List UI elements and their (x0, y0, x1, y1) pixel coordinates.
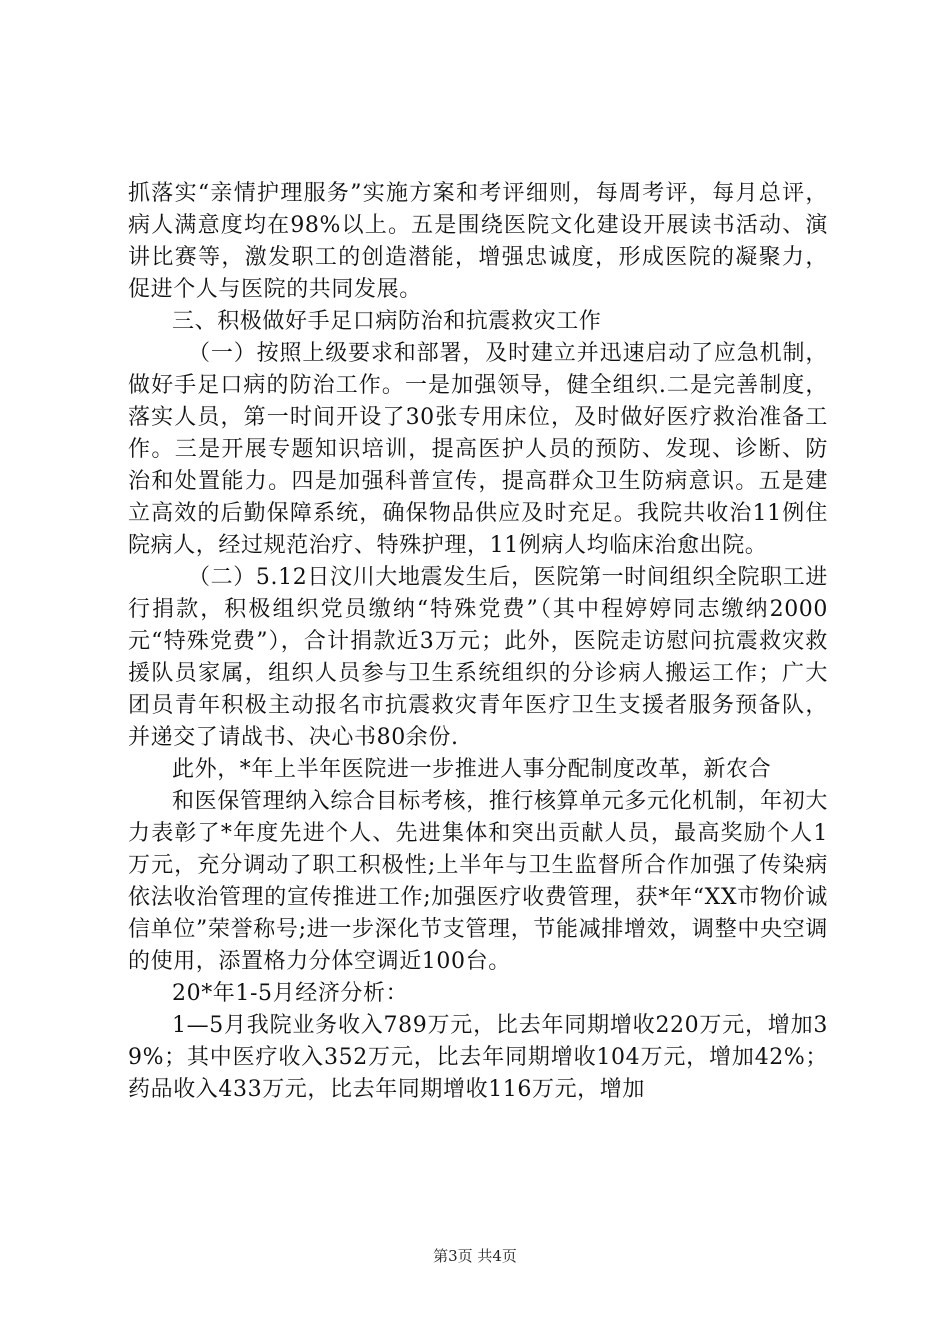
paragraph-earthquake: （二）5.12日汶川大地震发生后，医院第一时间组织全院职工进行捐款，积极组织党员缴纳“特殊党费”（其中程婷婷同志缴纳2000元“特殊党费”），合计捐款近3万元；此外，医院走访慰问抗震救灾救援队员家属，组织人员参与卫生系统组织的分诊病人搬运工作；广大团员青年积极主动报名市抗震救灾青年医疗卫生支援者服务预备队，并递交了请战书、决心书80余份. (128, 565, 828, 750)
paragraph-reform-body: 和医保管理纳入综合目标考核，推行核算单元多元化机制，年初大力表彰了*年度先进个人、先进集体和突出贡献人员，最高奖励个人1万元，充分调动了职工积极性;上半年与卫生监督所合作加强了传染病依法收治管理的宣传推进工作;加强医疗收费管理，获*年“XX市物价诚信单位”荣誉称号;进一步深化节支管理，节能减排增效，调整中央空调的使用，添置格力分体空调近100台。 (128, 789, 828, 974)
paragraph-economic-analysis: 1—5月我院业务收入789万元，比去年同期增收220万元，增加39%；其中医疗收入352万元，比去年同期增收104万元，增加42%；药品收入433万元，比去年同期增收116万元，增加 (128, 1013, 828, 1102)
section-heading: 三、积极做好手足口病防治和抗震救灾工作 (172, 309, 602, 334)
paragraph-reform-intro: 此外，*年上半年医院进一步推进人事分配制度改革，新农合 (172, 757, 772, 782)
document-body (128, 178, 828, 1106)
page-number: 第3页 共4页 (433, 1247, 517, 1265)
paragraph-economic-heading: 20*年1-5月经济分析： (172, 981, 409, 1006)
paragraph-hfmd: （一）按照上级要求和部署，及时建立并迅速启动了应急机制，做好手足口病的防治工作。一是加强领导，健全组织.二是完善制度，落实人员，第一时间开设了30张专用床位，及时做好医疗救治准备工作。三是开展专题知识培训，提高医护人员的预防、发现、诊断、防治和处置能力。四是加强科普宣传，提高群众卫生防病意识。五是建立高效的后勤保障系统，确保物品供应及时充足。我院共收治11例住院病人，经过规范治疗、特殊护理，11例病人均临床治愈出院。 (128, 341, 828, 558)
paragraph-continuation: 抓落实“亲情护理服务”实施方案和考评细则，每周考评，每月总评，病人满意度均在98%以上。五是围绕医院文化建设开展读书活动、演讲比赛等，激发职工的创造潜能，增强忠诚度，形成医院的凝聚力，促进个人与医院的共同发展。 (128, 181, 828, 302)
